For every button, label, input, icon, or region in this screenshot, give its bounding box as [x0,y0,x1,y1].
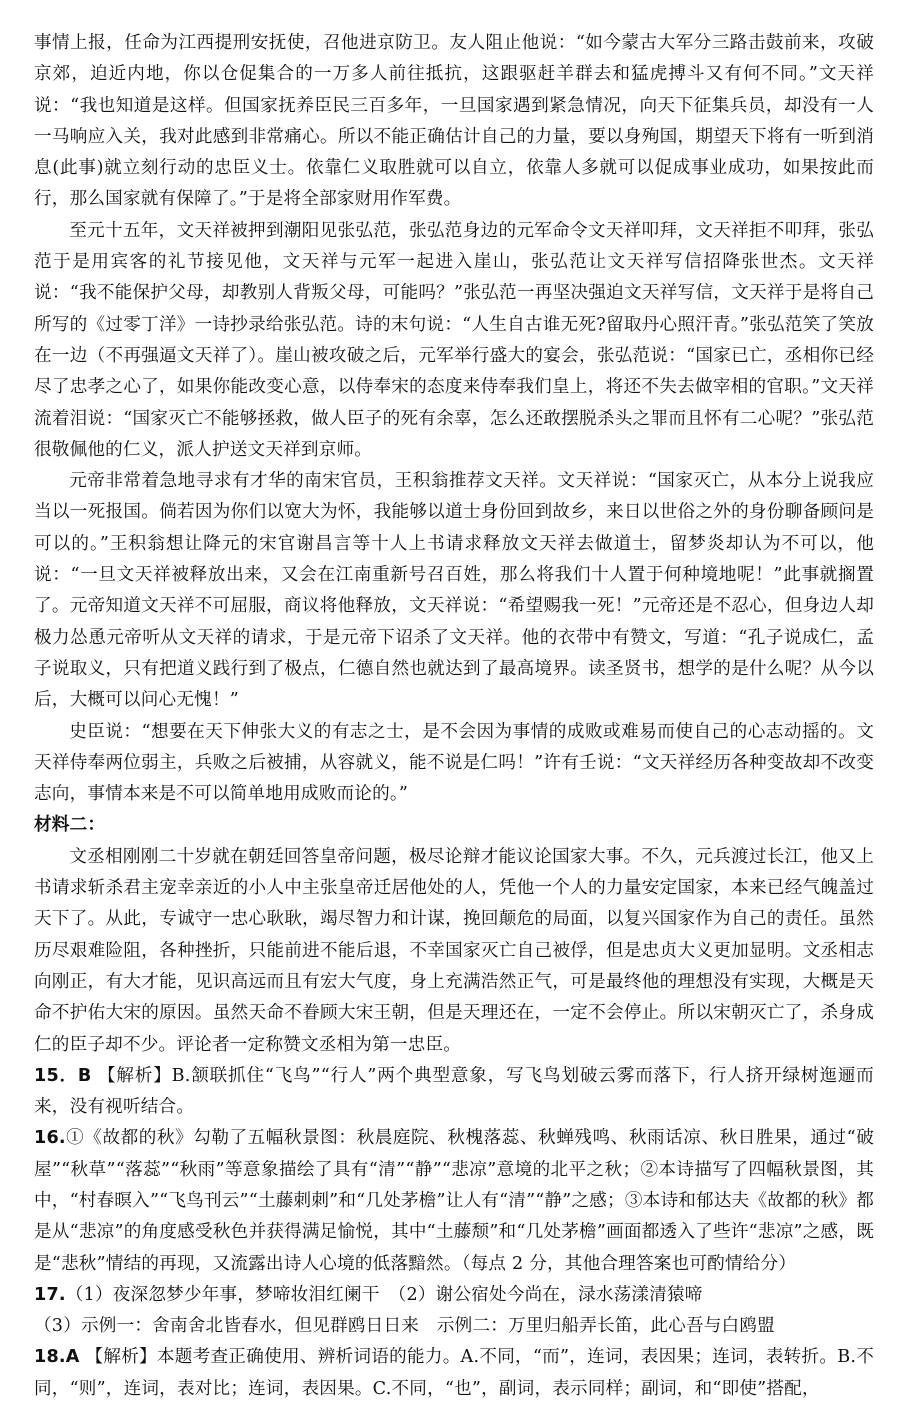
answer-16 [34,1123,874,1279]
material2-text: 文丞相刚刚二十岁就在朝廷回答皇帝问题，极尽论辩才能议论国家大事。不久，元兵渡过长江，他又上书请求斩杀君主宠幸亲近的小人中主张皇帝迁居他处的人，凭他一个人的力量安定国家，本来已经气魄盖过天下了。从此，专诚守一忠心耿耿，竭尽智力和计谋，挽回颠危的局面，以复兴国家作为自己的责任。虽然历尽艰难险阻，各种挫折，只能前进不能后退，不幸国家灭亡自己被俘，但是忠贞大义更加显明。文丞相志向刚正，有大才能，见识高远而且有宏大气度，身上充满浩然正气，可是最终他的理想没有实现，大概是天命不护佑大宋的原因。虽然天命不眷顾大宋王朝，但是天理还在，一定不会停止。所以宋朝灭亡了，杀身成仁的臣子却不少。评论者一定称赞文丞相为第一忠臣。 [34,846,874,1055]
paragraph-3: 元帝非常着急地寻求有才华的南宋官员，王积翁推荐文天祥。文天祥说：“国家灭亡，从本分上说我应当以一死报国。倘若因为你们以宽大为怀，我能够以道士身份回到故乡，来日以世俗之外的身份聊备顾问是可以的。”王积翁想让降元的宋官谢昌言等十人上书请求释放文天祥去做道士，留梦炎却认为不可以，他说：“一旦文天祥被释放出来，又会在江南重新号召百姓，那么将我们十人置于何种境地呢！”此事就搁置了。元帝知道文天祥不可屈服，商议将他释放，文天祥说：“希望赐我一死！”元帝还是不忍心，但身边人却极力怂恿元帝听从文天祥的请求，于是元帝下诏杀了文天祥。他的衣带中有赞文，写道：“孔子说成仁，孟子说取义，只有把道义践行到了极点，仁德自然也就达到了最高境界。读圣贤书，想学的是什么呢？从今以后，大概可以问心无愧！” [34,471,874,711]
answer-18-number: 18.A [34,1347,80,1368]
answer-15-text: 【解析】B.颔联抓住“飞鸟”“行人”两个典型意象，写飞鸟划破云雾而落下，行人挤开绿树迤逦而来，没有视听结合。 [34,1065,874,1118]
paragraph-2: 至元十五年，文天祥被押到潮阳见张弘范，张弘范身边的元军命令文天祥叩拜，文天祥拒不叩拜，张弘范于是用宾客的礼节接见他，文天祥与元军一起进入崖山，张弘范让文天祥写信招降张世杰。文天祥说：“我不能保护父母，却教别人背叛父母，可能吗？”张弘范一再坚决强迫文天祥写信，文天祥于是将自己所写的《过零丁洋》一诗抄录给张弘范。诗的末句说：“人生自古谁无死?留取丹心照汗青。”张弘范笑了笑放在一边（不再强逼文天祥了）。崖山被攻破之后，元军举行盛大的宴会，张弘范说：“国家已亡，丞相你已经尽了忠孝之心了，如果你能改变心意，以侍奉宋的态度来侍奉我们皇上，将还不失去做宰相的官职。”文天祥流着泪说：“国家灭亡不能够拯救，做人臣子的死有余辜，怎么还敢摆脱杀头之罪而且怀有二心呢？”张弘范很敬佩他的仁义，派人护送文天祥到京师。 [34,220,874,460]
paragraph-1: 事情上报，任命为江西提刑安抚使，召他进京防卫。友人阻止他说：“如今蒙古大军分三路击鼓前来，攻破京郊，迫近内地，你以仓促集合的一万多人前往抵抗，这跟驱赶羊群去和猛虎搏斗又有何不同。”文天祥说：“我也知道是这样。但国家抚养臣民三百多年，一旦国家遇到紧急情况，向天下征集兵员，却没有一人一马响应入关，我对此感到非常痛心。所以不能正确估计自己的力量，要以身殉国，期望天下将有一听到消息(此事)就立刻行动的忠臣义士。依靠仁义取胜就可以自立，依靠人多就可以促成事业成功，如果按此而行，那么国家就有保障了。”于是将全部家财用作军费。 [34,33,874,210]
answer-17-continued-text: （3）示例一：舍南舍北皆春水，但见群鸥日日来 示例二：万里归船弄长笛，此心吾与白鸥盟 [34,1316,775,1337]
answer-18-text: 【解析】本题考查正确使用、辨析词语的能力。A.不同，“而”，连词，表因果；连词，表转折。B.不同，“则”，连词，表对比；连词，表因果。C.不同，“也”，副词，表示同样；副词，和“即使”搭配， [34,1347,875,1399]
answer-18 [34,1342,874,1405]
answer-17-number: 17. [34,1284,66,1305]
answer-16-text: ①《故都的秋》勾勒了五幅秋景图：秋晨庭院、秋槐落蕊、秋蝉残鸣、秋雨话凉、秋日胜果，通过“破屋”“秋草”“落蕊”“秋雨”等意象描绘了具有“清”“静”“悲凉”意境的北平之秋；②本诗描写了四幅秋景图，其中，“村春暝入”“飞鸟刊云”“土藤刺刺”和“几处茅檐”让人有“清”“静”之感；③本诗和郁达夫《故都的秋》都是从“悲凉”的角度感受秋色并获得满足愉悦，其中“土藤颓”和“几处茅檐”画面都透入了些许“悲凉”之感，既是“悲秋”情结的再现，又流露出诗人心境的低落黯然。（每点 2 分，其他合理答案也可酌情给分） [34,1128,874,1274]
answer-17 [34,1280,874,1311]
answer-15-number: 15．B [34,1065,92,1086]
answer-17-continued [34,1311,874,1342]
answer-17-text: （1）夜深忽梦少年事，梦啼妆泪红阑干 （2）谢公宿处今尚在，渌水荡漾清猿啼 [65,1284,703,1305]
answer-16-number: 16. [34,1128,66,1149]
material2-heading: 材料二： [34,815,106,836]
answer-15 [34,1061,874,1124]
paragraph-4: 史臣说：“想要在天下伸张大义的有志之士，是不会因为事情的成败或难易而使自己的心志动摇的。文天祥侍奉两位弱主，兵败之后被捕，从容就义，能不说是仁吗！”许有壬说：“文天祥经历各种变故却不改变志向，事情本来是不可以简单地用成败而论的。” [34,721,874,805]
